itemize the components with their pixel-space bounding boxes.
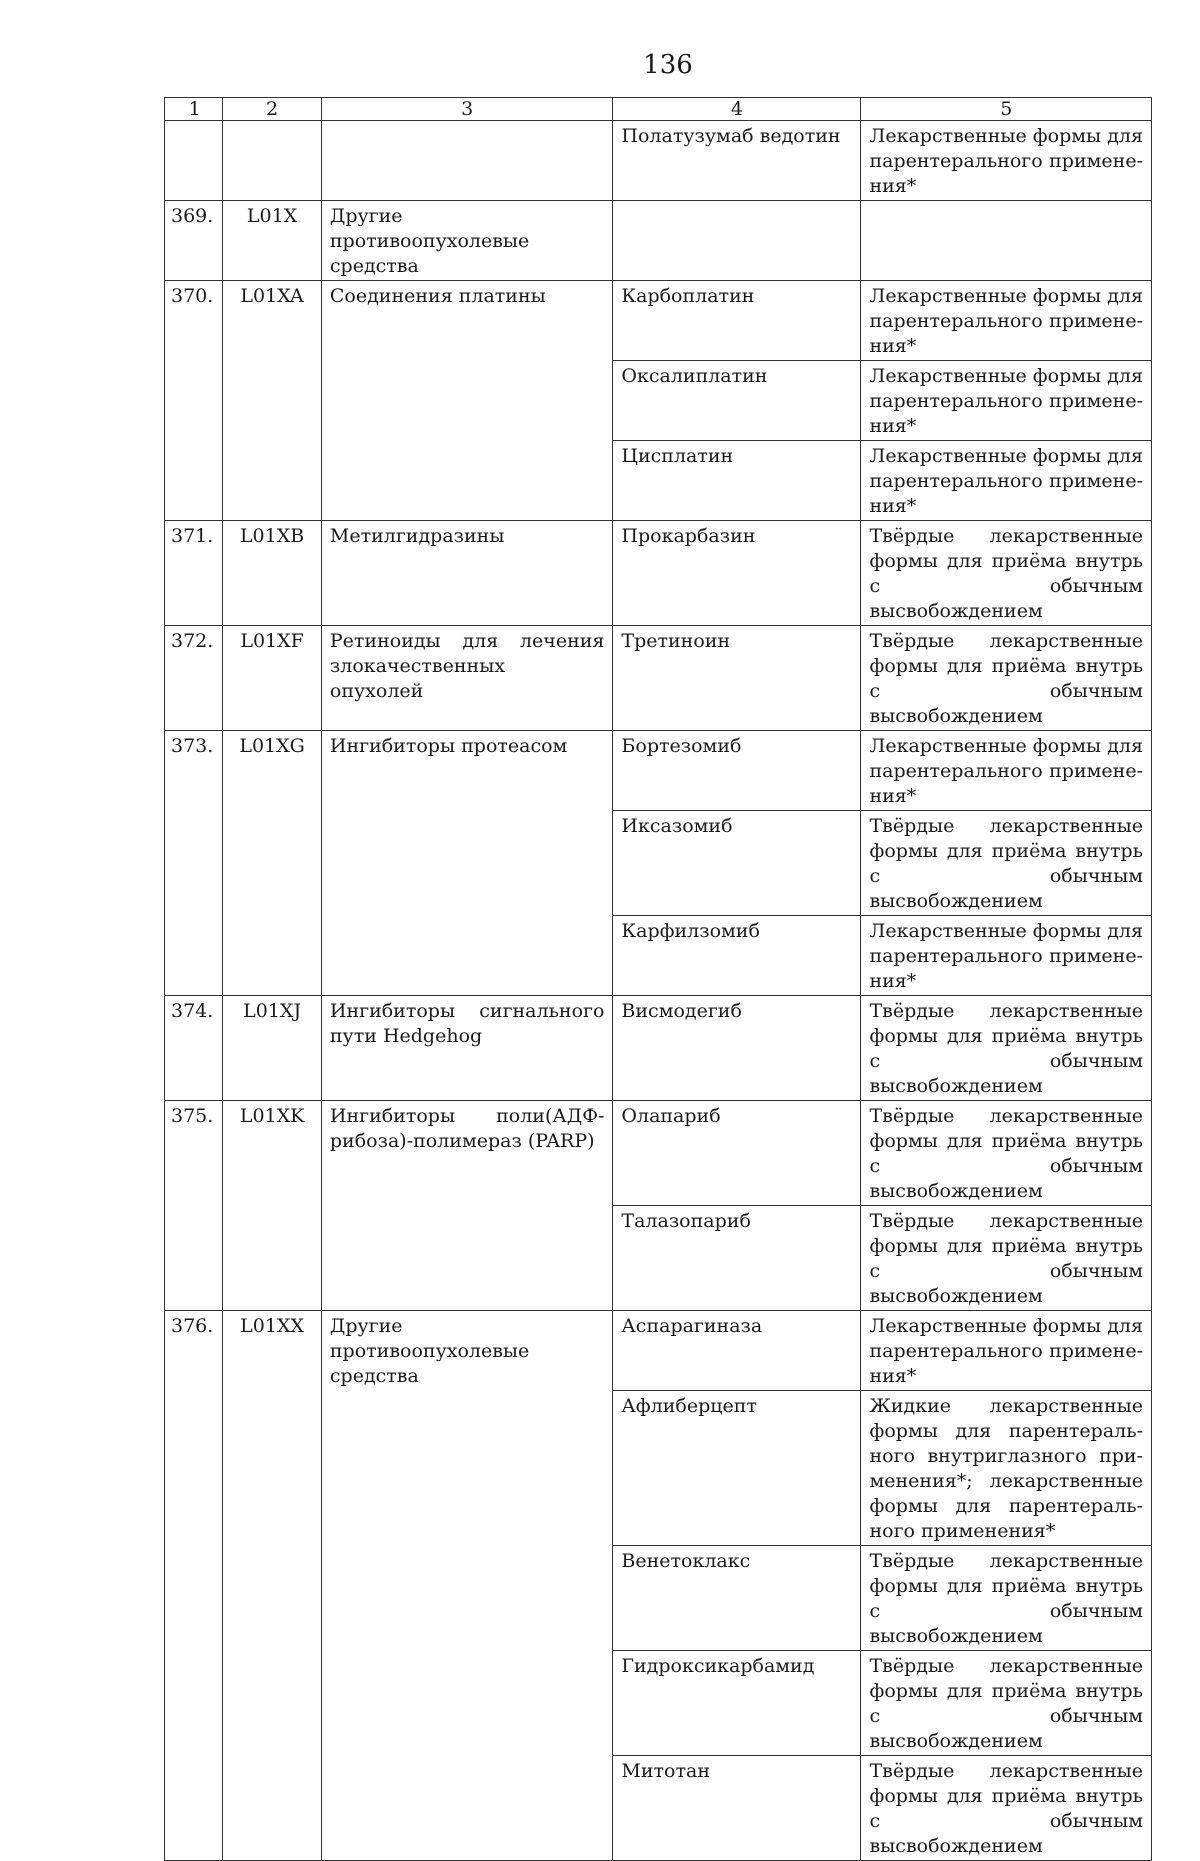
- row-number: 376.: [165, 1311, 223, 1861]
- table-row: [165, 521, 1152, 626]
- page-number: 136: [643, 50, 693, 80]
- table-row: [165, 281, 1152, 361]
- atc-code: [223, 121, 322, 201]
- drug-name: Гидроксикарбамид: [613, 1651, 861, 1756]
- atc-group: Ингибиторы протеасом: [321, 731, 613, 996]
- dosage-form: Твёрдые лекарственные формы для приёма внутрь с обычным высвобождением: [861, 626, 1152, 731]
- atc-group: Другие противоопухолевые средства: [321, 1311, 613, 1861]
- column-header: 5: [861, 98, 1152, 121]
- atc-code: L01XF: [223, 626, 322, 731]
- atc-code: L01X: [223, 201, 322, 281]
- row-number: 371.: [165, 521, 223, 626]
- column-header: 4: [613, 98, 861, 121]
- column-header: 1: [165, 98, 223, 121]
- drug-name: Митотан: [613, 1756, 861, 1861]
- table-header-row: [165, 98, 1152, 121]
- drug-name: Оксалиплатин: [613, 361, 861, 441]
- atc-group: [321, 121, 613, 201]
- table-row: [165, 1101, 1152, 1206]
- column-header: 2: [223, 98, 322, 121]
- atc-group: Метилгидразины: [321, 521, 613, 626]
- atc-code: L01XA: [223, 281, 322, 521]
- dosage-form: Твёрдые лекарственные формы для приёма внутрь с обычным высвобождением: [861, 996, 1152, 1101]
- row-number: 375.: [165, 1101, 223, 1311]
- drug-name: Талазопариб: [613, 1206, 861, 1311]
- row-number: 373.: [165, 731, 223, 996]
- atc-group: Соединения платины: [321, 281, 613, 521]
- table-row: [165, 996, 1152, 1101]
- atc-group: Другие противоопухолевые средства: [321, 201, 613, 281]
- dosage-form: Лекарственные формы для парентерального примене- ния*: [861, 121, 1152, 201]
- atc-group: Ингибиторы поли(АДФ-рибоза)-полимераз (PARP): [321, 1101, 613, 1311]
- dosage-form: [861, 201, 1152, 281]
- table-row: [165, 201, 1152, 281]
- dosage-form: Твёрдые лекарственные формы для приёма внутрь с обычным высвобождением: [861, 1546, 1152, 1651]
- atc-code: L01XK: [223, 1101, 322, 1311]
- drug-name: Висмодегиб: [613, 996, 861, 1101]
- drug-name: Цисплатин: [613, 441, 861, 521]
- drug-name: Венетоклакс: [613, 1546, 861, 1651]
- dosage-form: Твёрдые лекарственные формы для приёма внутрь с обычным высвобождением: [861, 1206, 1152, 1311]
- row-number: [165, 121, 223, 201]
- atc-code: L01XX: [223, 1311, 322, 1861]
- row-number: 372.: [165, 626, 223, 731]
- drug-name: Аспарагиназа: [613, 1311, 861, 1391]
- drug-name: Иксазомиб: [613, 811, 861, 916]
- drug-name: [613, 201, 861, 281]
- drug-list-table: [164, 97, 1152, 1861]
- drug-name: Афлиберцепт: [613, 1391, 861, 1546]
- dosage-form: Лекарственные формы для парентерального примене- ния*: [861, 916, 1152, 996]
- column-header: 3: [321, 98, 613, 121]
- table-row: [165, 121, 1152, 201]
- atc-group: Ретиноиды для лечения злокачественных опухолей: [321, 626, 613, 731]
- drug-name: Карбоплатин: [613, 281, 861, 361]
- drug-name: Третиноин: [613, 626, 861, 731]
- atc-code: L01XB: [223, 521, 322, 626]
- dosage-form: Лекарственные формы для парентерального примене- ния*: [861, 731, 1152, 811]
- atc-group: Ингибиторы сигнального пути Hedgehog: [321, 996, 613, 1101]
- dosage-form: Лекарственные формы для парентерального примене- ния*: [861, 361, 1152, 441]
- row-number: 370.: [165, 281, 223, 521]
- atc-code: L01XG: [223, 731, 322, 996]
- table-row: [165, 731, 1152, 811]
- atc-code: L01XJ: [223, 996, 322, 1101]
- drug-name: Бортезомиб: [613, 731, 861, 811]
- dosage-form: Твёрдые лекарственные формы для приёма внутрь с обычным высвобождением: [861, 1101, 1152, 1206]
- dosage-form: Жидкие лекарственные формы для парентераль- ного внутриглазного при- менения*; лекарственные формы для парентераль- ного применения*: [861, 1391, 1152, 1546]
- dosage-form: Твёрдые лекарственные формы для приёма внутрь с обычным высвобождением: [861, 811, 1152, 916]
- drug-name: Карфилзомиб: [613, 916, 861, 996]
- dosage-form: Твёрдые лекарственные формы для приёма внутрь с обычным высвобождением: [861, 1756, 1152, 1861]
- dosage-form: Твёрдые лекарственные формы для приёма внутрь с обычным высвобождением: [861, 521, 1152, 626]
- dosage-form: Лекарственные формы для парентерального примене- ния*: [861, 1311, 1152, 1391]
- table-row: [165, 626, 1152, 731]
- drug-name: Олапариб: [613, 1101, 861, 1206]
- drug-name: Прокарбазин: [613, 521, 861, 626]
- dosage-form: Лекарственные формы для парентерального примене- ния*: [861, 441, 1152, 521]
- dosage-form: Лекарственные формы для парентерального примене- ния*: [861, 281, 1152, 361]
- row-number: 369.: [165, 201, 223, 281]
- row-number: 374.: [165, 996, 223, 1101]
- drug-name: Полатузумаб ведотин: [613, 121, 861, 201]
- table-row: [165, 1311, 1152, 1391]
- dosage-form: Твёрдые лекарственные формы для приёма внутрь с обычным высвобождением: [861, 1651, 1152, 1756]
